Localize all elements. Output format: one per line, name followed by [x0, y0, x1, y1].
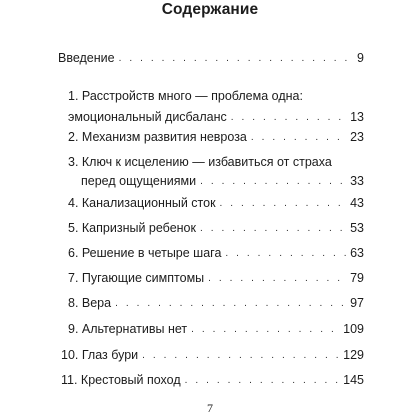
toc-page-number: 9 [357, 51, 364, 65]
toc-entry-chapter-2[interactable] [68, 128, 364, 148]
toc-page-number: 129 [343, 348, 364, 362]
toc-entry-title: 5. Капризный ребенок [68, 221, 196, 235]
toc-page-number: 63 [350, 246, 364, 260]
dot-leader [220, 195, 348, 213]
toc-entry-title: 7. Пугающие симптомы [68, 271, 205, 285]
toc-entry-chapter-10[interactable] [61, 346, 364, 366]
toc-entry-title: перед ощущениями [81, 174, 197, 188]
toc-entry-chapter-7[interactable] [68, 269, 364, 289]
toc-page-number: 109 [343, 322, 364, 336]
toc-entry-title: 10. Глаз бури [61, 348, 139, 362]
toc-page-number: 53 [350, 221, 364, 235]
toc-page-number: 33 [350, 174, 364, 188]
dot-leader [200, 173, 347, 191]
toc-page-number: 13 [350, 110, 364, 124]
dot-leader [251, 129, 347, 147]
toc-entry-chapter-5[interactable] [68, 219, 364, 239]
toc-entry-chapter-1[interactable] [68, 87, 364, 128]
toc-entry-title: 6. Решение в четыре шага [68, 246, 222, 260]
toc-page-number: 79 [350, 271, 364, 285]
toc-entry-chapter-11[interactable] [61, 371, 364, 391]
toc-entry-title: 4. Канализационный сток [68, 196, 216, 210]
toc-entry-title: 11. Крестовый поход [61, 373, 181, 387]
toc-entry-title: 9. Альтернативы нет [68, 322, 188, 336]
dot-leader [191, 321, 340, 339]
toc-entry-chapter-9[interactable] [68, 320, 364, 340]
page-title: Содержание [161, 1, 259, 18]
toc-entry-title-line1: 3. Ключ к исцелению — избавиться от страха [68, 155, 332, 169]
dot-leader [185, 372, 341, 390]
dot-leader [142, 347, 340, 365]
toc-entry-title: 2. Механизм развития невроза [68, 130, 247, 144]
toc-page-number: 43 [350, 196, 364, 210]
toc-page-number: 97 [350, 296, 364, 310]
dot-leader [225, 245, 347, 263]
dot-leader [200, 220, 347, 238]
dot-leader [119, 50, 354, 68]
dot-leader [115, 295, 347, 313]
toc-entry-title: Введение [58, 51, 115, 65]
toc-page-number: 23 [350, 130, 364, 144]
toc-entry-title: 8. Вера [68, 296, 112, 310]
table-of-contents [58, 0, 364, 420]
toc-entry-chapter-3[interactable] [68, 153, 364, 192]
toc-page-number: 145 [343, 373, 364, 387]
page-number-footer: 7 [207, 401, 213, 415]
toc-entry-chapter-4[interactable] [68, 194, 364, 214]
dot-leader [208, 270, 347, 288]
toc-entry-title-line1: 1. Расстройств много — проблема одна: [68, 89, 303, 103]
dot-leader [231, 109, 347, 127]
toc-entry-chapter-6[interactable] [68, 244, 364, 264]
toc-entry-title: эмоциональный дисбаланс [68, 110, 227, 124]
toc-entry-intro[interactable] [58, 49, 364, 69]
toc-entry-chapter-8[interactable] [68, 294, 364, 314]
